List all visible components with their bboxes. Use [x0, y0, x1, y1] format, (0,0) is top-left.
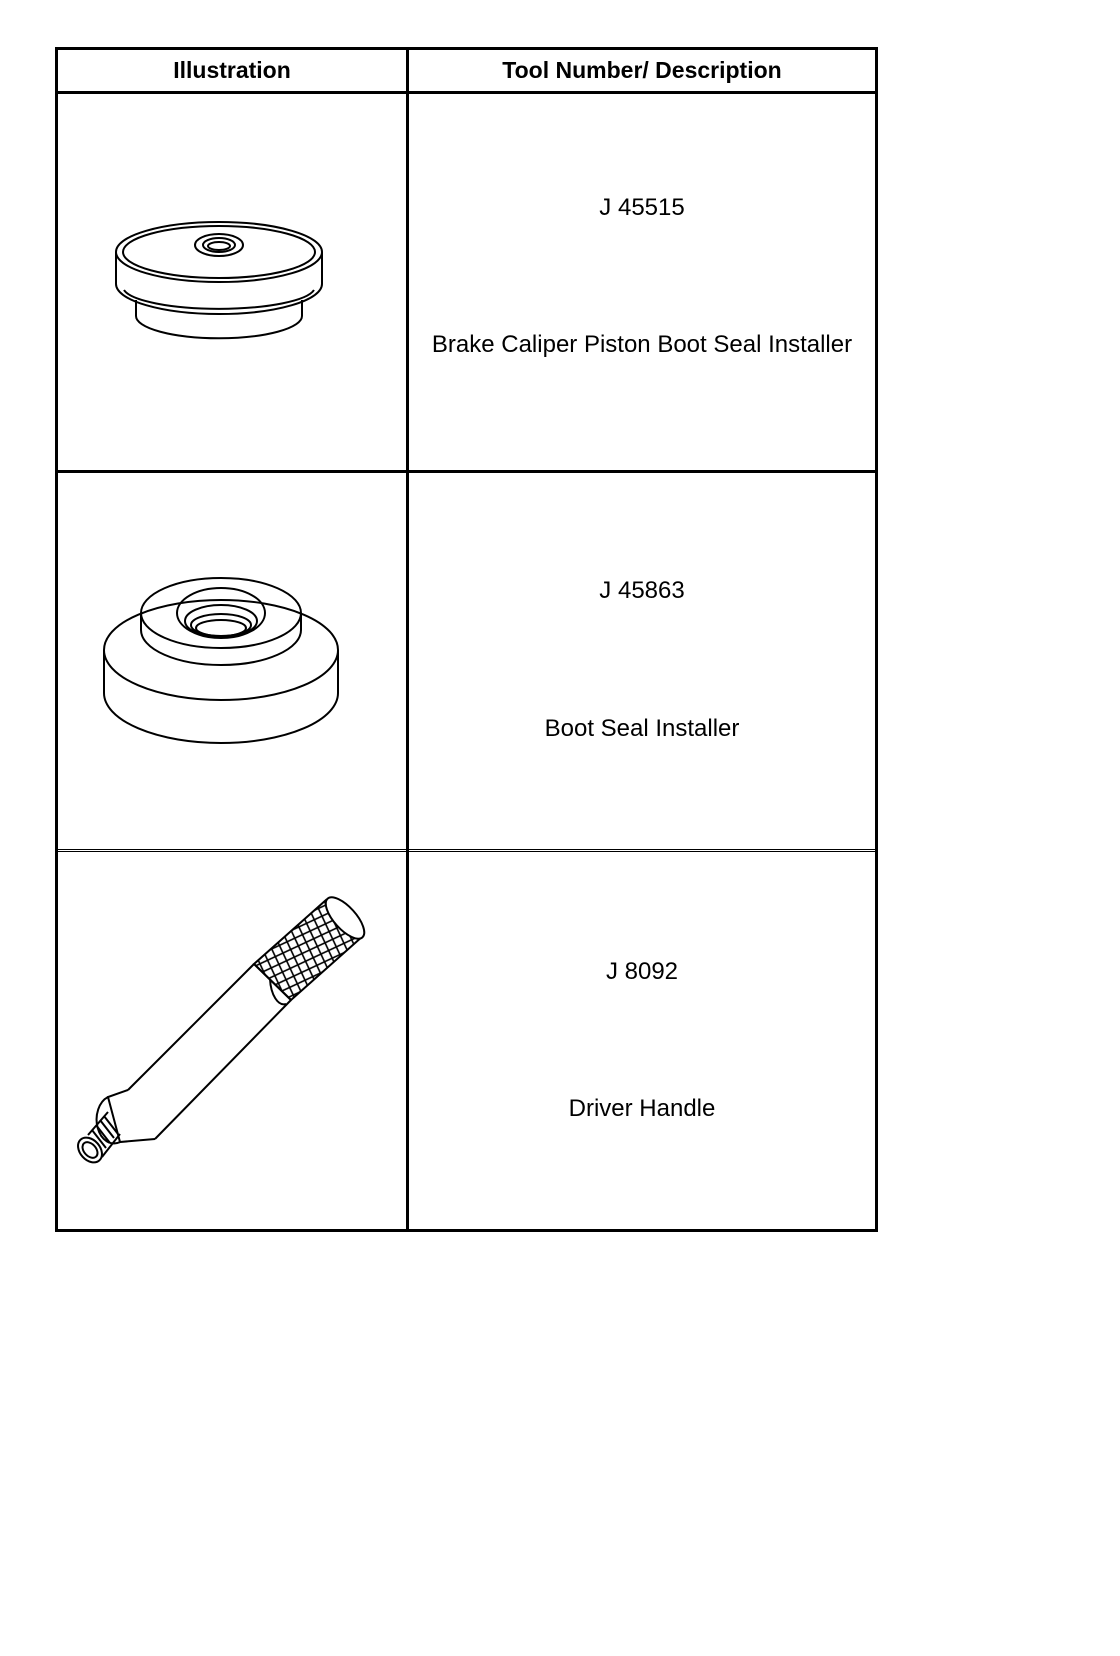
- tool-number: J 45863: [599, 577, 685, 604]
- column-divider: [406, 50, 409, 1229]
- tool-description-cell: [409, 94, 875, 470]
- seal-installer-icon: [58, 94, 406, 470]
- driver-handle-icon: [58, 852, 406, 1229]
- tool-description: Brake Caliper Piston Boot Seal Installer: [431, 331, 853, 358]
- header-tool-description: Tool Number/ Description: [502, 57, 782, 83]
- table-row: [58, 94, 875, 473]
- table-row: [58, 473, 875, 852]
- tool-number: J 45515: [599, 194, 685, 221]
- tool-number: J 8092: [605, 958, 679, 985]
- table-header: [58, 50, 875, 94]
- boot-seal-installer-icon: [58, 473, 406, 849]
- tool-description-cell: [409, 852, 875, 1229]
- tool-description-cell: [409, 473, 875, 849]
- tool-description: Boot Seal Installer: [544, 715, 740, 742]
- table-row: [58, 852, 875, 1229]
- tool-description: Driver Handle: [568, 1095, 716, 1122]
- header-illustration: Illustration: [173, 57, 291, 83]
- tool-table: [55, 47, 878, 1232]
